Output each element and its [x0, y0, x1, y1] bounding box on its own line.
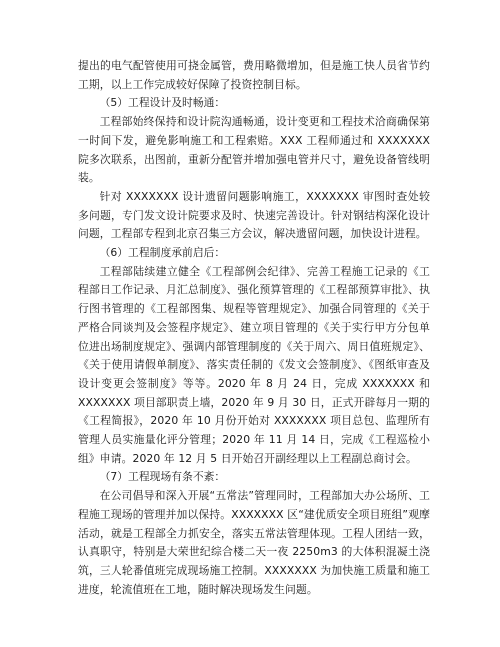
paragraph-investment-control: 提出的电气配管使用可挠金属管，费用略微增加，但是施工快人员省节约工期，以上工作完成较好保障了投资控制目标。 [78, 59, 430, 91]
document-page [78, 57, 430, 599]
paragraph-design-institute-communication: 工程部始终保持和设计院沟通畅通，设计变更和工程技术洽商确保第一时间下发，避免影响施工和工程索赔。XXX 工程师通过和 XXXXXXX 院多次联系，出图前，重新分配管并增加强电管并尺寸，避免设备管线明装。 [78, 115, 430, 185]
heading-engineering-system: （6）工程制度承前启后： [99, 246, 226, 260]
paragraph-engineering-regulations: 工程部陆续建立健全《工程部例会纪律》、完善工程施工记录的《工程部日工作记录、月汇总制度》、强化预算管理的《工程部预算审批》、执行图书管理的《工程部图集、规程等管理规定》、加强合同管理的《关于严格合同谈判及会签程序规定》、建立项目管理的《关于实行甲方分包单位进出场制度规定》、强调内部管理制度的《关于周六、周日值班规定》、《关于使用请假单制度》、落实责任制的《发文会签制度》、《图纸审查及设计变更会签制度》等等。2020 年 8 月 24 日，完成 XXXXXXX 和 XXXXXXX 项目部职责上墙，2020 年 9 月 30 日，正式开辟每月一期的《工程简报》，2020 年 10 月份开始对 XXXXXXX 项目总包、监理所有管理人员实施量化评分管理；2020 年 11 月 14 日，完成《工程巡检小组》申请。2020 年 12 月 5 日开始召开副经理以上工程副总商讨会。 [78, 264, 430, 465]
heading-design-communication: （5）工程设计及时畅通： [99, 96, 226, 110]
paragraph-design-issues-resolution: 针对 XXXXXXX 设计遗留问题影响施工，XXXXXXX 审图时查处较多问题，专门发文设计院要求及时、快速完善设计。针对钢结构深化设计问题，工程部专程到北京召集三方会议，解决遗留问题，加快设计进程。 [78, 189, 430, 241]
paragraph-site-management: 在公司倡导和深入开展“五常法”管理同时，工程部加大办公场所、工程施工现场的管理并加以保持。XXXXXXX 区“建优质安全项目班组”观摩活动，就是工程部全力抓安全，落实五常法管理体现。工程人团结一致，认真职守，特别是大荣世纪综合楼二天一夜 2250m3 的大体积混凝土浇筑，三人轮番值班完成现场施工控制。XXXXXXX 为加快施工质量和施工进度，轮流值班在工地，随时解决现场发生问题。 [78, 489, 430, 596]
heading-site-order: （7）工程现场有条不紊： [99, 470, 226, 484]
